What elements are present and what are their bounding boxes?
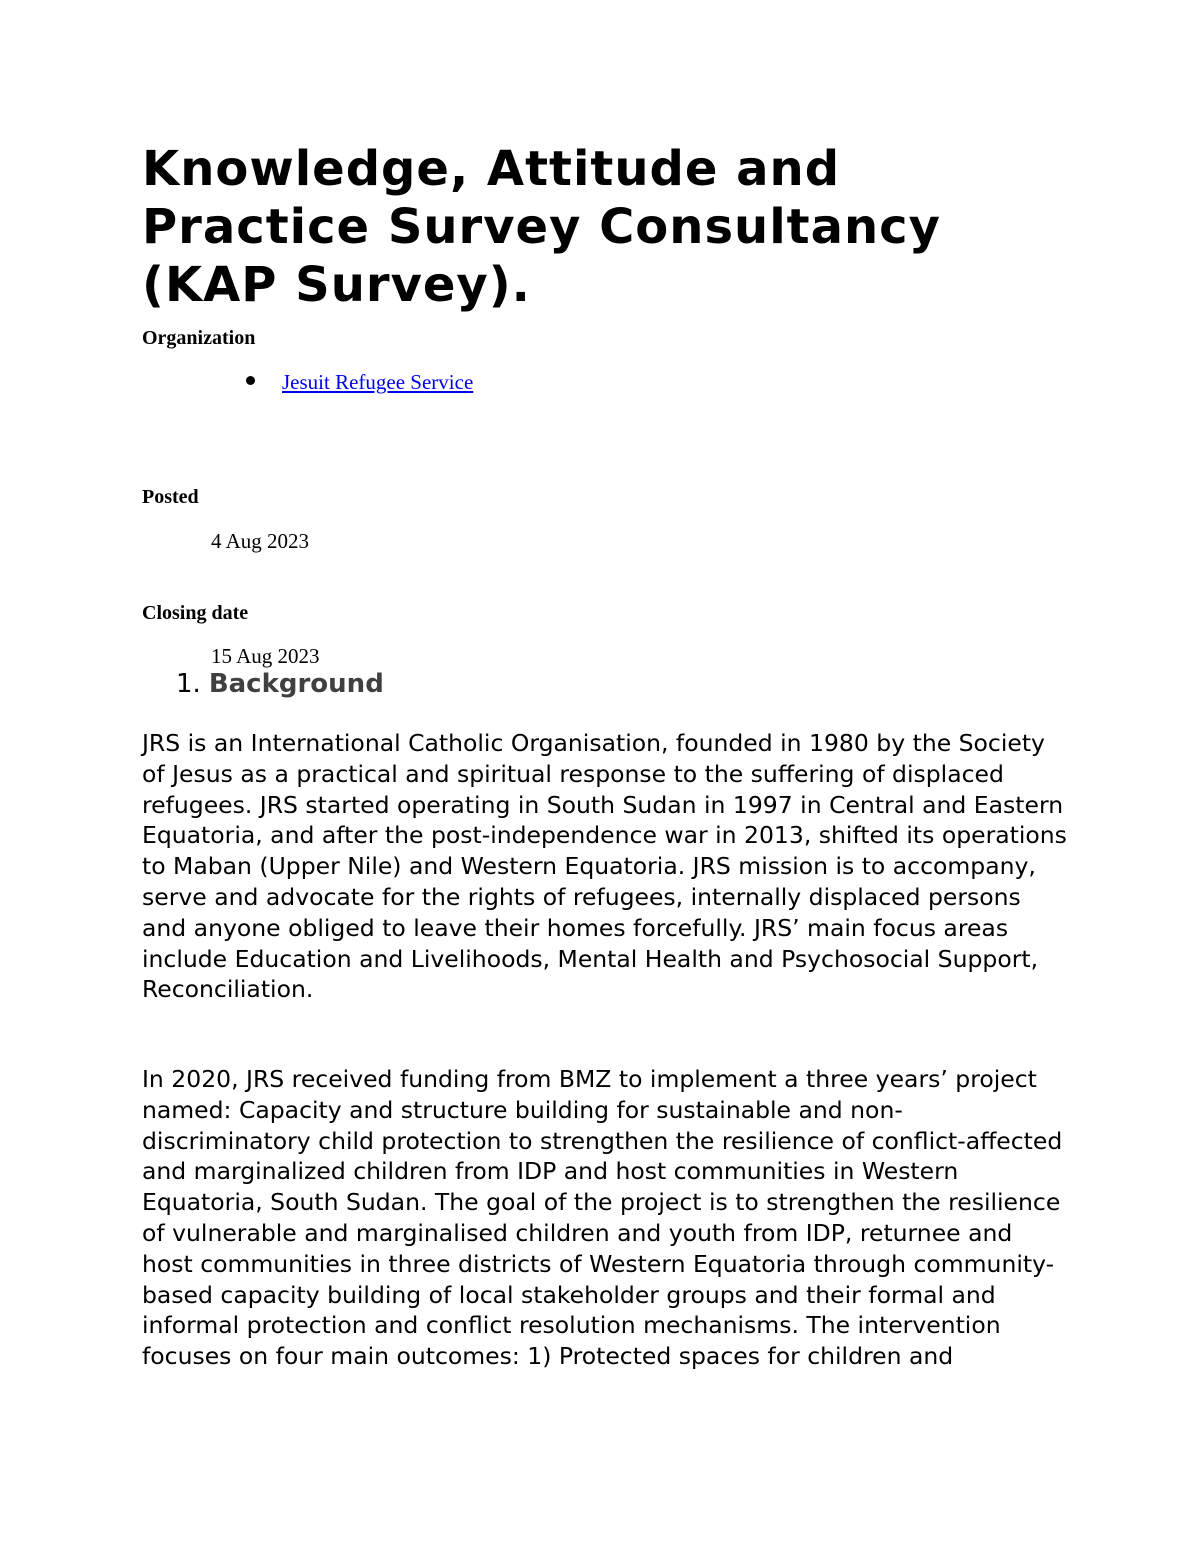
organization-link[interactable]: Jesuit Refugee Service <box>282 370 474 394</box>
section-number: 1. <box>176 669 201 699</box>
title-line-3: (KAP Survey). <box>142 257 531 313</box>
bullet-icon <box>246 376 255 385</box>
organization-label: Organization <box>142 327 256 349</box>
background-paragraph-2: In 2020, JRS received funding from BMZ to implement a three years’ project named: Capacity and structure building for sustainable and non-discriminatory child protection to strengthen the resilience of conflict-affected and marginalized children from IDP and host communities in Western Equatoria, South Sudan. The goal of the project is to strengthen the resilience of vulnerable and marginalised children and youth from IDP, returnee and host communities in three districts of Western Equatoria through community-based capacity building of local stakeholder groups and their formal and informal protection and conflict resolution mechanisms. The intervention focuses on four main outcomes: 1) Protected spaces for children and <box>142 1065 1063 1371</box>
posted-label: Posted <box>142 486 199 508</box>
organization-list <box>246 369 473 395</box>
title-line-1: Knowledge, Attitude and <box>142 141 841 197</box>
background-paragraph-1: JRS is an International Catholic Organisation, founded in 1980 by the Society of Jesus as a practical and spiritual response to the suffering of displaced refugees. JRS started operating in South Sudan in 1997 in Central and Eastern Equatoria, and after the post-independence war in 2013, shifted its operations to Maban (Upper Nile) and Western Equatoria. JRS mission is to accompany, serve and advocate for the rights of refugees, internally displaced persons and anyone obliged to leave their homes forcefully. JRS’ main focus areas include Education and Livelihoods, Mental Health and Psychosocial Support, Reconciliation. <box>142 729 1067 1004</box>
closing-date: 15 Aug 2023 <box>211 644 320 668</box>
section-heading-text: Background <box>208 669 384 699</box>
document-title <box>142 140 1042 314</box>
posted-date: 4 Aug 2023 <box>211 529 310 553</box>
title-line-2: Practice Survey Consultancy <box>142 199 941 255</box>
organization-list-item <box>246 369 473 395</box>
section-heading <box>176 668 384 700</box>
closing-date-label: Closing date <box>142 602 249 624</box>
